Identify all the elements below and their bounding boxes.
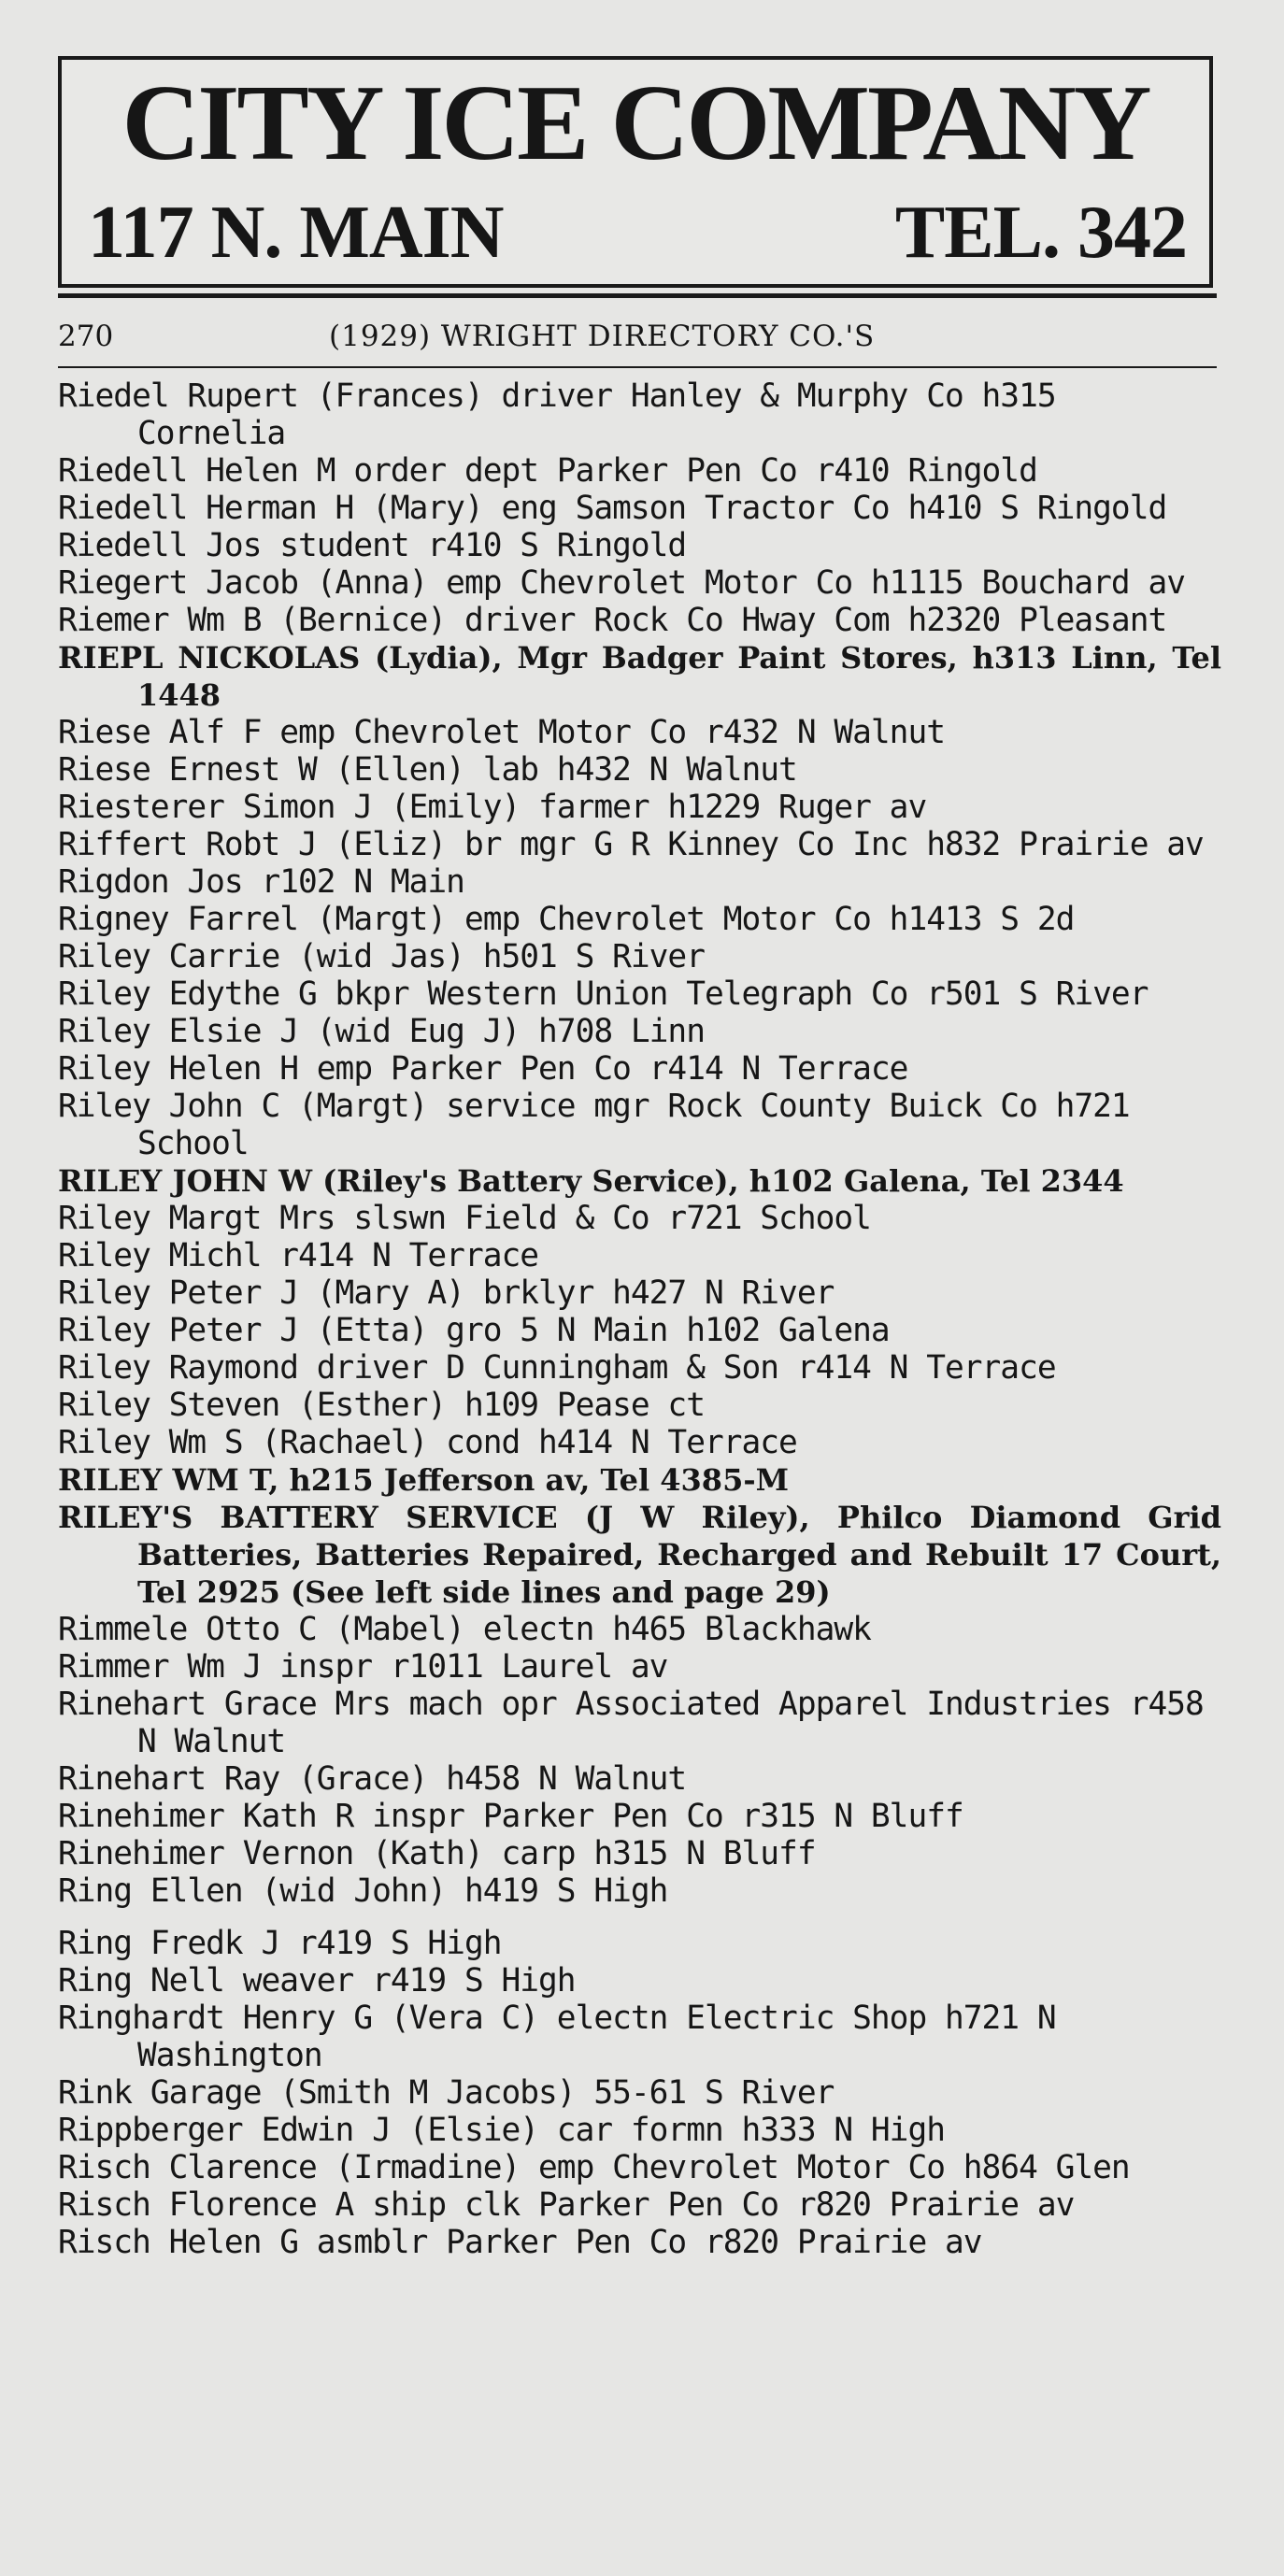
page-number: 270 xyxy=(58,320,114,353)
directory-entry: Riedell Herman H (Mary) eng Samson Tractor Co h410 S Ringold xyxy=(58,490,1167,527)
directory-entry: Riley John C (Margt) service mgr Rock County Buick Co h721 School xyxy=(58,1088,1130,1162)
directory-entry: Rinehimer Kath R inspr Parker Pen Co r315 N Bluff xyxy=(58,1798,963,1835)
directory-entry: Rigdon Jos r102 N Main xyxy=(58,863,464,901)
directory-entry: Rinehart Ray (Grace) h458 N Walnut xyxy=(58,1760,687,1798)
advertisement-telephone: TEL. 342 xyxy=(894,192,1187,274)
directory-entry: Risch Helen G asmblr Parker Pen Co r820 Prairie av xyxy=(58,2224,982,2261)
directory-entry: Risch Clarence (Irmadine) emp Chevrolet Motor Co h864 Glen xyxy=(58,2149,1130,2186)
directory-entry: Riley Edythe G bkpr Western Union Telegraph Co r501 S River xyxy=(58,975,1148,1013)
directory-entry: Ring Fredk J r419 S High xyxy=(58,1925,502,1962)
directory-entry: Rippberger Edwin J (Elsie) car formn h333 N High xyxy=(58,2112,945,2149)
directory-entry: Riley Peter J (Mary A) brklyr h427 N River xyxy=(58,1274,835,1312)
directory-entry: Riley Carrie (wid Jas) h501 S River xyxy=(58,938,705,975)
directory-entry: Rigney Farrel (Margt) emp Chevrolet Motor Co h1413 S 2d xyxy=(58,901,1075,938)
directory-entry: Rinehimer Vernon (Kath) carp h315 N Bluff xyxy=(58,1835,816,1872)
directory-entry: Ringhardt Henry G (Vera C) electn Electric Shop h721 N Washington xyxy=(58,2000,1056,2074)
directory-entry: Ring Ellen (wid John) h419 S High xyxy=(58,1872,668,1910)
directory-entry: Riley Wm S (Rachael) cond h414 N Terrace xyxy=(58,1424,797,1461)
directory-entry-bold: RILEY'S BATTERY SERVICE (J W Riley), Philco Diamond Grid Batteries, Batteries Repaired, Recharged and Rebuilt 17 Court, Tel 2925 (See left side lines and page 29) xyxy=(58,1500,1221,1610)
directory-entry: Riegert Jacob (Anna) emp Chevrolet Motor Co h1115 Bouchard av xyxy=(58,564,1186,602)
directory-entry: Riesterer Simon J (Emily) farmer h1229 Ruger av xyxy=(58,789,927,826)
header-divider-thin xyxy=(58,366,1217,368)
directory-entry: Riley Helen H emp Parker Pen Co r414 N Terrace xyxy=(58,1050,908,1088)
directory-entry: Riese Alf F emp Chevrolet Motor Co r432 N Walnut xyxy=(58,714,945,751)
directory-entry-bold: RIEPL NICKOLAS (Lydia), Mgr Badger Paint Stores, h313 Linn, Tel 1448 xyxy=(58,640,1221,713)
directory-entry: Riedell Helen M order dept Parker Pen Co r410 Ringold xyxy=(58,452,1037,490)
directory-entry: Rimmele Otto C (Mabel) electn h465 Blackhawk xyxy=(58,1611,871,1648)
running-head xyxy=(58,318,1217,355)
advertisement-company-name: CITY ICE COMPANY xyxy=(121,64,1149,183)
directory-entry: Rimmer Wm J inspr r1011 Laurel av xyxy=(58,1648,668,1686)
directory-entry-bold: RILEY WM T, h215 Jefferson av, Tel 4385-M xyxy=(58,1462,790,1498)
directory-entry-bold: RILEY JOHN W (Riley's Battery Service), h102 Galena, Tel 2344 xyxy=(58,1163,1124,1199)
directory-entry: Riley Michl r414 N Terrace xyxy=(58,1237,539,1274)
directory-entry: Riedel Rupert (Frances) driver Hanley & Murphy Co h315 Cornelia xyxy=(58,377,1056,452)
header-divider-thick xyxy=(58,293,1217,298)
directory-entry: Riemer Wm B (Bernice) driver Rock Co Hway Com h2320 Pleasant xyxy=(58,602,1167,639)
advertisement-address: 117 N. MAIN xyxy=(88,192,504,274)
directory-entry: Riley Raymond driver D Cunningham & Son r414 N Terrace xyxy=(58,1349,1056,1387)
directory-entry: Riley Margt Mrs slswn Field & Co r721 School xyxy=(58,1200,871,1237)
advertisement-banner xyxy=(58,56,1213,288)
directory-entry: Riley Steven (Esther) h109 Pease ct xyxy=(58,1387,705,1424)
directory-entry: Rink Garage (Smith M Jacobs) 55-61 S River xyxy=(58,2074,835,2112)
directory-entry: Riley Elsie J (wid Eug J) h708 Linn xyxy=(58,1013,705,1050)
running-head-title: (1929) WRIGHT DIRECTORY CO.'S xyxy=(329,320,876,353)
directory-entry: Ring Nell weaver r419 S High xyxy=(58,1962,576,2000)
directory-listings xyxy=(58,377,1221,2261)
directory-entry: Rinehart Grace Mrs mach opr Associated Apparel Industries r458 N Walnut xyxy=(58,1686,1204,1760)
directory-entry: Riley Peter J (Etta) gro 5 N Main h102 Galena xyxy=(58,1312,890,1349)
directory-entry: Riese Ernest W (Ellen) lab h432 N Walnut xyxy=(58,751,797,789)
directory-entry: Riedell Jos student r410 S Ringold xyxy=(58,527,687,564)
directory-entry: Riffert Robt J (Eliz) br mgr G R Kinney Co Inc h832 Prairie av xyxy=(58,826,1204,863)
directory-entry: Risch Florence A ship clk Parker Pen Co r820 Prairie av xyxy=(58,2186,1075,2224)
